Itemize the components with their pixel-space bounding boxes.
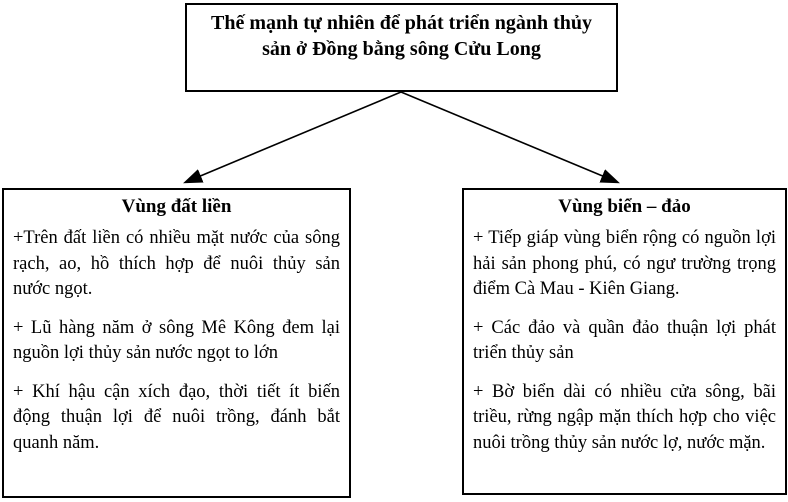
title-box (185, 3, 618, 92)
land-region-item: + Khí hậu cận xích đạo, thời tiết ít biến động thuận lợi để nuôi trồng, đánh bắt quanh năm. (13, 381, 340, 453)
land-region-box (2, 188, 351, 498)
sea-island-region-item: + Tiếp giáp vùng biển rộng có nguồn lợi hải sản phong phú, có ngư trường trọng điểm Cà Mau - Kiên Giang. (473, 228, 776, 300)
arrow-to-left-box (186, 92, 401, 182)
arrow-to-right-box (401, 92, 617, 182)
sea-island-region-item: + Bờ biển dài có nhiều cửa sông, bãi triều, rừng ngập mặn thích hợp cho việc nuôi trồng thủy sản nước lợ, nước mặn. (473, 381, 776, 453)
diagram-title: Thế mạnh tự nhiên để phát triển ngành thủy sản ở Đồng bằng sông Cửu Long (211, 12, 592, 61)
sea-island-region-box (462, 188, 787, 495)
land-region-item: +Trên đất liền có nhiều mặt nước của sông rạch, ao, hồ thích hợp để nuôi thủy sản nước ngọt. (13, 228, 340, 300)
land-region-item: + Lũ hàng năm ở sông Mê Kông đem lại nguồn lợi thủy sản nước ngọt to lớn (13, 317, 340, 364)
sea-island-region-item: + Các đảo và quần đảo thuận lợi phát triển thủy sản (473, 317, 776, 364)
sea-island-region-header: Vùng biển – đảo (558, 196, 691, 217)
land-region-header: Vùng đất liền (121, 196, 232, 217)
